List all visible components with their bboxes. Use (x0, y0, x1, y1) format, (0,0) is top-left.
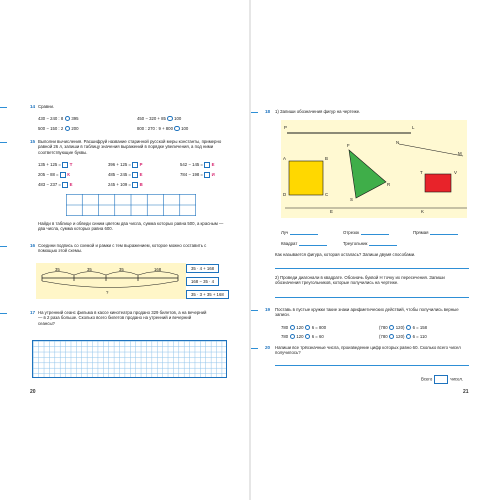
total-label: ? (106, 290, 109, 295)
compare-circle[interactable] (174, 126, 179, 131)
point-label: T (420, 170, 423, 175)
task-number: 14 (30, 104, 36, 109)
answer-line[interactable] (361, 230, 389, 235)
answer-label-segment: Отрезок (343, 230, 389, 235)
point-label: B (325, 156, 328, 161)
point-label: P (284, 125, 287, 130)
compare-circle[interactable] (65, 126, 70, 131)
expression-option[interactable]: 168 − 35 · 4 (186, 277, 219, 286)
segment-scheme[interactable] (38, 266, 188, 298)
task-text: Напиши все трёхзначные числа, произведение цифр которых равно 60. Сколько всего чисел получилось? (275, 345, 461, 356)
task-marker (0, 142, 7, 143)
segment-label: 168 (154, 267, 162, 272)
task-number: 19 (265, 307, 271, 312)
task-marker (251, 310, 258, 311)
compare-circle[interactable] (65, 116, 70, 121)
task-text: Соедини подпись со схемой и рамки с тем выражением, которое можно составить с помощью этой схемы. (38, 243, 207, 254)
answer-label-line: Прямая (413, 230, 458, 235)
task-number: 16 (30, 243, 36, 248)
point-label: M (458, 151, 462, 156)
answer-box[interactable] (204, 162, 210, 168)
expression-option[interactable]: 35 · 4 + 168 (186, 264, 219, 273)
sign-circle[interactable] (305, 334, 310, 339)
task-marker (251, 112, 258, 113)
task-number: 20 (265, 345, 271, 350)
point-label: K (421, 209, 424, 214)
point-label: F (347, 143, 350, 148)
answer-grid[interactable] (32, 340, 227, 378)
task-marker (0, 246, 7, 247)
answer-line[interactable] (275, 268, 469, 269)
segment-label: 35 (55, 267, 60, 272)
compare-row: 430 − 240 : 8 395 (38, 116, 79, 121)
task-number: 18 (265, 109, 271, 114)
task-text: Выполни вычисления. Расшифруй название старинной русской меры константы, примерно равной 26 л, запиши в таблицу значения выражений в порядке увеличения, а под ними соответствующие буквы. (38, 139, 222, 155)
point-label: N (396, 140, 400, 145)
sign-row: (780 120) 6 = 158 (379, 325, 428, 330)
page-number: 21 (463, 389, 469, 395)
point-label: A (283, 156, 286, 161)
answer-line[interactable] (369, 241, 397, 246)
answer-line[interactable] (290, 230, 318, 235)
answer-line[interactable] (275, 365, 469, 366)
answer-box[interactable] (132, 172, 138, 178)
left-page: 14 Сравни. 430 − 240 : 8 395 450 − 320 + 85 100 500 − 150 : 2 200 800 : 270 : 9 + 800 100 15 Выполни вычисления. Расшифруй название старинной русской меры константы, примерно равной 26 л, запиши в таблицу значения выражений в порядке увеличения, а под ними соответствующие буквы. 135 + 125 = Т 396 + 125 = Р 542 − 145 = Е 205 − 88 = К 485 − 245 = Е 784 − 198 = И 483 − 237 = Е 245 + 109 = В Найди в таблице и обведи синим цветом два числа, сумма которых равна 500, а красным — два числа, сумма которых равна 600. 16 Соедини подпись со схемой и рамки с тем выражением, которое можно составить с помощью этой схемы. 35 35 35 168 ? 35 · 4 + 168 168 − 35 · 4 35 · 3 + 35 + 168 17 На утренний сеанс фильма в кассе кинотеатра продано 329 билетов, а на вечерний — в 2 раза больше. Сколько всего билетов продано на утренний и вечерний сеансы? 20 (0, 0, 249, 500)
answer-label-square: Квадрат (281, 241, 327, 246)
point-label: C (325, 192, 329, 197)
answer-box[interactable] (132, 182, 138, 188)
task-question: Как называется фигура, которая осталась? Запиши двумя способами. (275, 252, 416, 257)
total-box[interactable] (434, 375, 448, 384)
compare-row: 450 − 320 + 85 100 (137, 116, 182, 121)
task-number: 17 (30, 310, 36, 315)
point-label: D (283, 192, 287, 197)
compare-row: 800 : 270 : 9 + 800 100 (137, 126, 189, 131)
right-page (251, 0, 500, 500)
sign-circle[interactable] (290, 334, 295, 339)
task-note: Найди в таблице и обведи синим цветом два числа, сумма которых равна 500, а красным — два числа, сумма которых равна 600. (38, 221, 224, 232)
compare-row: 500 − 150 : 2 200 (38, 126, 79, 131)
sign-circle[interactable] (389, 334, 394, 339)
compare-circle[interactable] (167, 116, 172, 121)
task-text: Поставь в пустые кружки такие знаки арифметических действий, чтобы получились верные записи. (275, 307, 459, 318)
point-label: E (330, 209, 333, 214)
answer-line[interactable] (430, 230, 458, 235)
task-marker (0, 313, 7, 314)
sign-circle[interactable] (290, 325, 295, 330)
answer-box[interactable] (60, 172, 66, 178)
sign-circle[interactable] (389, 325, 394, 330)
point-label: V (454, 170, 457, 175)
answer-line[interactable] (299, 241, 327, 246)
answer-box[interactable] (62, 162, 68, 168)
sign-circle[interactable] (305, 325, 310, 330)
sign-row: (780 120) 6 = 110 (379, 334, 427, 339)
answer-table[interactable] (66, 194, 196, 216)
answer-label-triangle: Треугольник (343, 241, 397, 246)
task-part2: 2) Проведи диагонали в квадрате. Обозначь буквой H точку их пересечения. Запиши обозначения треугольников, которые получились на чертеже. (275, 275, 445, 286)
total-count: Всего чисел. (421, 375, 463, 384)
answer-line[interactable] (275, 297, 469, 298)
segment-label: 35 (119, 267, 124, 272)
page-number: 20 (30, 389, 36, 395)
task-text: На утренний сеанс фильма в кассе кинотеатра продано 329 билетов, а на вечерний — в 2 раза больше. Сколько всего билетов продано на утренний и вечерний сеансы? (38, 310, 207, 326)
sign-row: 780 120 6 = 800 (281, 325, 327, 330)
task-marker (251, 348, 258, 349)
answer-box[interactable] (62, 182, 68, 188)
answer-box[interactable] (132, 162, 138, 168)
segment-label: 35 (87, 267, 92, 272)
point-label: L (412, 125, 415, 130)
point-label: S (350, 197, 353, 202)
point-label: R (387, 182, 391, 187)
answer-box[interactable] (204, 172, 210, 178)
task-marker (0, 107, 7, 108)
expression-option[interactable]: 35 · 3 + 35 + 168 (186, 290, 229, 299)
answer-label-ray: Луч (281, 230, 318, 235)
task-text: Сравни. (38, 104, 55, 109)
sign-circle[interactable] (406, 334, 411, 339)
task-number: 15 (30, 139, 36, 144)
sign-row: 780 120 6 = 60 (281, 334, 324, 339)
sign-circle[interactable] (406, 325, 411, 330)
task-text: 1) Запиши обозначения фигур на чертеже. (275, 109, 361, 114)
geometry-drawing[interactable] (281, 120, 471, 220)
